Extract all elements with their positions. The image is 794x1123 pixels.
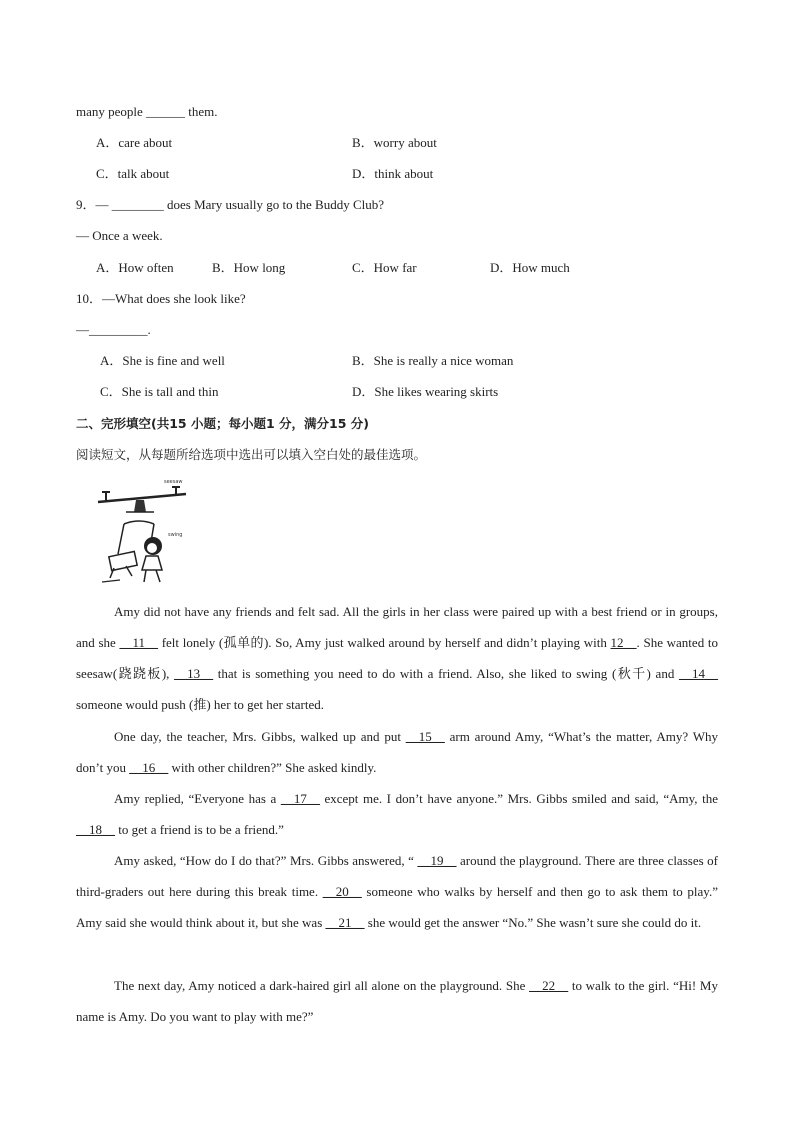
section-title: 二、完形填空(共15 小题；每小题1 分，满分15 分) bbox=[76, 416, 369, 431]
blank-13[interactable]: __13__ bbox=[174, 666, 214, 681]
passage-text: with other children?” She asked kindly. bbox=[168, 760, 377, 775]
q9-reply: — Once a week. bbox=[76, 228, 163, 243]
passage-text: that is something you need to do with a friend. Also, she liked to swing (秋千) and bbox=[213, 666, 679, 681]
blank-15[interactable]: __15__ bbox=[405, 729, 445, 744]
seesaw-icon bbox=[98, 487, 186, 512]
q9-option-d[interactable]: D．How much bbox=[490, 260, 570, 275]
q9-option-b[interactable]: B．How long bbox=[212, 260, 286, 275]
q9-option-c[interactable]: C．How far bbox=[352, 260, 417, 275]
q10-option-c[interactable]: C．She is tall and thin bbox=[100, 384, 219, 399]
passage-text: felt lonely (孤单的). So, Amy just walked around by herself and didn’t playing with bbox=[158, 635, 611, 650]
passage-paragraph-1 bbox=[76, 596, 718, 720]
blank-21[interactable]: __21__ bbox=[325, 915, 365, 930]
swing-icon bbox=[102, 521, 162, 582]
blank-19[interactable]: __19__ bbox=[417, 853, 457, 868]
q8-stem: many people ______ them. bbox=[76, 104, 218, 119]
passage-text: around the playground. There are three classes of third-graders out here during this break time. bbox=[76, 853, 719, 899]
passage-text: Amy replied, “Everyone has a bbox=[114, 791, 281, 806]
q10-reply: —_________. bbox=[76, 322, 151, 337]
passage-text: except me. I don’t have anyone.” Mrs. Gibbs smiled and said, “Amy, the bbox=[319, 791, 718, 806]
seesaw-swing-illustration bbox=[96, 478, 192, 590]
passage-text: . She wanted to seesaw(跷跷板), bbox=[76, 635, 718, 681]
blank-17[interactable]: __17__ bbox=[280, 791, 320, 806]
q9-stem: 9．— ________ does Mary usually go to the Buddy Club? bbox=[76, 197, 385, 212]
passage-text: Amy did not have any friends and felt sad. All the girls in her class were paired up with a best friend or in groups, and she bbox=[76, 604, 718, 650]
q8-option-c[interactable]: C．talk about bbox=[96, 166, 170, 181]
blank-11[interactable]: __11__ bbox=[119, 635, 159, 650]
q8-option-d[interactable]: D．think about bbox=[352, 166, 434, 181]
q8-option-b[interactable]: B．worry about bbox=[352, 135, 437, 150]
blank-16[interactable]: __16__ bbox=[129, 760, 169, 775]
seesaw-label: seesaw bbox=[164, 479, 183, 485]
passage-text: to walk to the girl. “Hi! My name is Amy. Do you want to play with me?” bbox=[76, 978, 718, 1024]
q10-option-b[interactable]: B．She is really a nice woman bbox=[352, 353, 514, 368]
illustration-drawing bbox=[96, 478, 192, 590]
q8-option-a[interactable]: A．care about bbox=[96, 135, 173, 150]
blank-14[interactable]: __14__ bbox=[679, 666, 718, 681]
passage-text: Amy asked, “How do I do that?” Mrs. Gibbs answered, “ bbox=[114, 853, 418, 868]
passage-text: someone would push (推) her to get her started. bbox=[76, 697, 325, 712]
passage-text: she would get the answer “No.” She wasn’t sure she could do it. bbox=[364, 915, 702, 930]
swing-label: swing bbox=[168, 532, 183, 538]
passage-paragraph-3 bbox=[76, 783, 718, 845]
passage-text: to get a friend is to be a friend.” bbox=[115, 822, 284, 837]
passage-text: arm around Amy, “What’s the matter, Amy? Why don’t you bbox=[76, 729, 718, 775]
passage-text: The next day, Amy noticed a dark-haired girl all alone on the playground. She bbox=[114, 978, 530, 993]
q10-option-d[interactable]: D．She likes wearing skirts bbox=[352, 384, 499, 399]
section-instruction: 阅读短文，从每题所给选项中选出可以填入空白处的最佳选项。 bbox=[76, 447, 427, 462]
q10-option-a[interactable]: A．She is fine and well bbox=[100, 353, 225, 368]
passage-text: someone who walks by herself and then go to ask them to play.” Amy said she would think about it, but she was bbox=[76, 884, 718, 930]
passage-paragraph-5 bbox=[76, 970, 718, 1032]
blank-22[interactable]: __22__ bbox=[529, 978, 569, 993]
passage-text: One day, the teacher, Mrs. Gibbs, walked up and put bbox=[114, 729, 406, 744]
blank-12[interactable]: 12__ bbox=[610, 635, 637, 650]
q9-option-a[interactable]: A．How often bbox=[96, 260, 174, 275]
blank-20[interactable]: __20__ bbox=[322, 884, 362, 899]
q10-stem: 10．—What does she look like? bbox=[76, 291, 246, 306]
blank-18[interactable]: __18__ bbox=[76, 822, 115, 837]
passage-paragraph-4 bbox=[76, 845, 718, 938]
passage-paragraph-2 bbox=[76, 721, 718, 783]
